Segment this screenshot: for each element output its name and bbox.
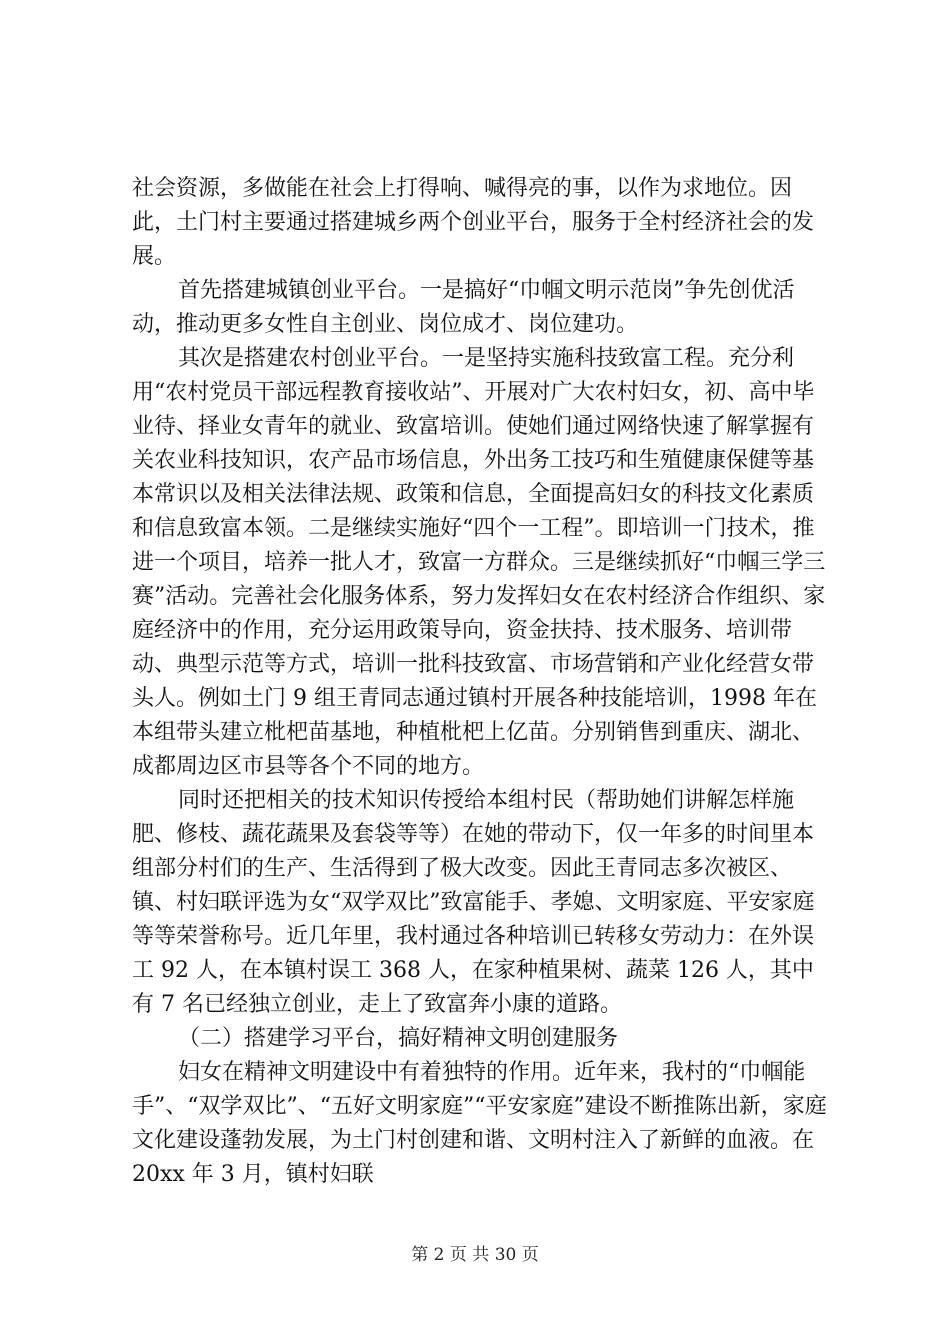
paragraph-3: 其次是搭建农村创业平台。一是坚持实施科技致富工程。充分利用“农村党员干部远程教育接收站”、开展对广大农村妇女，初、高中毕业待、择业女青年的就业、致富培训。使她们通过网络快速了解掌握有关农业科技知识，农产品市场信息，外出务工技巧和生殖健康保健等基本常识以及相关法律法规、政策和信息，全面提高妇女的科技文化素质和信息致富本领。二是继续实施好“四个一工程”。即培训一门技术，推进一个项目，培养一批人才，致富一方群众。三是继续抓好“巾帼三学三赛”活动。完善社会化服务体系，努力发挥妇女在农村经济合作组织、家庭经济中的作用，充分运用政策导向，资金扶持、技术服务、培训带动、典型示范等方式，培训一批科技致富、市场营销和产业化经营女带头人。例如土门 9 组王青同志通过镇村开展各种技能培训，1998 年在本组带头建立枇杷苗基地，种植枇杷上亿苗。分别销售到重庆、湖北、成都周边区市县等各个不同的地方。 (132, 346, 826, 779)
paragraph-5: 妇女在精神文明建设中有着独特的作用。近年来，我村的“巾帼能手”、“双学双比”、“五好文明家庭”“平安家庭”建设不断推陈出新，家庭文化建设蓬勃发展，为土门村创建和谐、文明村注入了新鲜的血液。在 20xx 年 3 月，镇村妇联 (132, 1060, 827, 1187)
page-footer: 第 2 页 共 30 页 (411, 1245, 539, 1265)
section-heading: （二）搭建学习平台，搞好精神文明创建服务 (178, 1026, 619, 1051)
paragraph-1: 社会资源，多做能在社会上打得响、喊得亮的事，以作为求地位。因此，土门村主要通过搭建城乡两个创业平台，服务于全村经济社会的发展。 (132, 176, 815, 269)
paragraph-2: 首先搭建城镇创业平台。一是搞好“巾帼文明示范岗”争先创优活动，推动更多女性自主创业、岗位成才、岗位建功。 (132, 278, 795, 337)
paragraph-4: 同时还把相关的技术知识传授给本组村民（帮助她们讲解怎样施肥、修枝、蔬花蔬果及套袋等等）在她的带动下，仅一年多的时间里本组部分村们的生产、生活得到了极大改变。因此王青同志多次被区、镇、村妇联评选为女“双学双比”致富能手、孝媳、文明家庭、平安家庭等等荣誉称号。近几年里，我村通过各种培训已转移女劳动力：在外误工 92 人，在本镇村误工 368 人，在家种植果树、蔬菜 126 人，其中有 7 名已经独立创业，走上了致富奔小康的道路。 (132, 788, 815, 1017)
body-text (132, 172, 832, 1192)
